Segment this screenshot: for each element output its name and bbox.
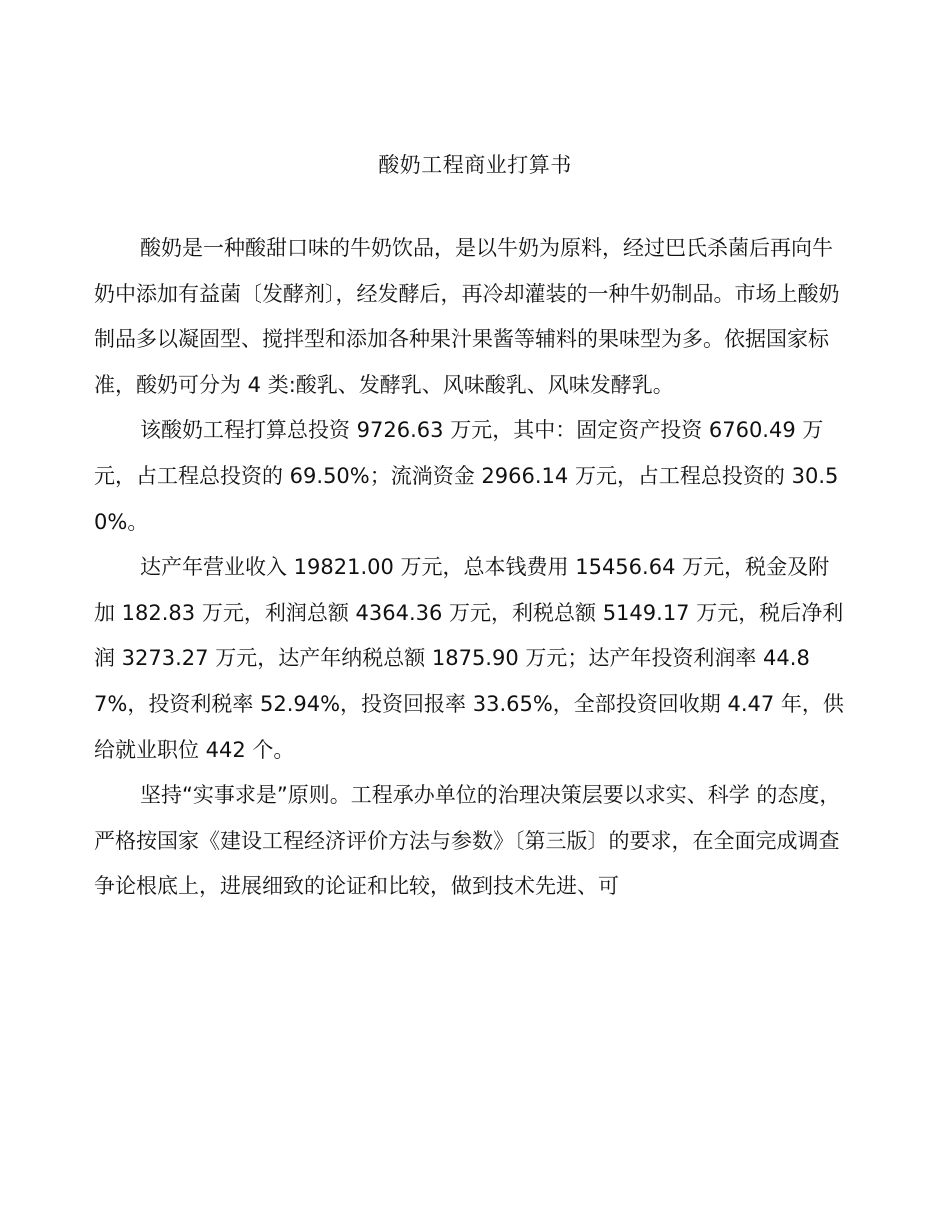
paragraph-financials: 达产年营业收入 19821.00 万元，总本钱费用 15456.64 万元，税金及附加 182.83 万元，利润总额 4364.36 万元，利税总额 5149.17 万元，税后净利润 3273.27 万元，达产年纳税总额 1875.90 万元；达产年投资利润率 44.87%，投资利税率 52.94%，投资回报率 33.65%，全部投资回收期 4.47 年，供给就业职位 442 个。	[94, 555, 844, 762]
paragraph-principles: 坚持“实事求是”原则。工程承办单位的治理决策层要以求实、科学 的态度，严格按国家《建设工程经济评价方法与参数》〔第三版〕的要求，在全面完成调查争论根底上，进展细致的论证和比较，做到技术先进、可	[94, 783, 841, 899]
document-body	[94, 226, 850, 910]
paragraph-investment: 该酸奶工程打算总投资 9726.63 万元，其中：固定资产投资 6760.49 万元，占工程总投资的 69.50%；流淌资金 2966.14 万元，占工程总投资的 30.50%。	[94, 418, 839, 534]
paragraph-intro: 酸奶是一种酸甜口味的牛奶饮品，是以牛奶为原料，经过巴氏杀菌后再向牛奶中添加有益菌〔发酵剂〕，经发酵后，再冷却灌装的一种牛奶制品。市场上酸奶制品多以凝固型、搅拌型和添加各种果汁果酱等辅料的果味型为多。依据国家标准，酸奶可分为 4 类:酸乳、发酵乳、风味酸乳、风味发酵乳。	[94, 236, 840, 397]
document-title: 酸奶工程商业打算书	[378, 153, 572, 177]
